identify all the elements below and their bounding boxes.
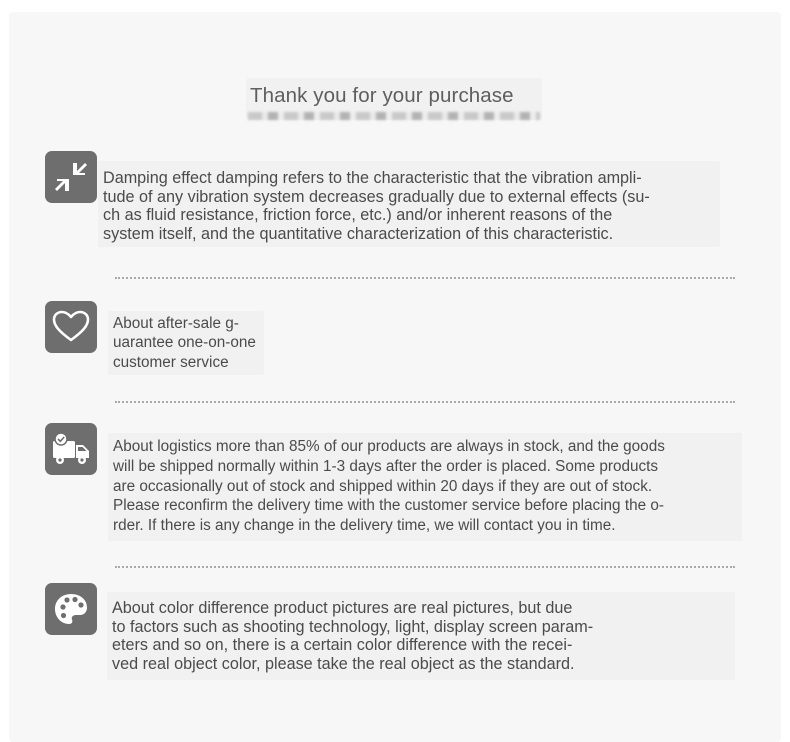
section-divider	[115, 401, 735, 403]
heart-icon	[45, 301, 97, 353]
section-divider	[115, 277, 735, 279]
logistics-paragraph: About logistics more than 85% of our products are always in stock, and the goods will be shipped normally within 1-3 days after the order is placed. Some products are occasionally out of stock and shipped within 20 days if they are out of stock. Please reconfirm the delivery time with the customer service before placing the o- rder. If there is any change in the delivery time, we will contact you in time.	[113, 438, 665, 535]
compress-arrows-icon	[45, 151, 97, 203]
page-title: Thank you for your purchase	[250, 84, 514, 107]
section-divider	[115, 566, 735, 568]
palette-icon	[45, 583, 97, 635]
color-difference-paragraph: About color difference product pictures are real pictures, but due to factors such as shooting technology, light, display screen param- eters and so on, there is a certain color difference with the recei- ved real object color, please take the real object as the standard.	[112, 599, 594, 673]
title-underline-decoration	[248, 112, 540, 120]
damping-paragraph: Damping effect damping refers to the characteristic that the vibration ampli- tude of any vibration system decreases gradually due to external effects (su- ch as fluid resistance, friction force, etc.) and/or inherent reasons of the system itself, and the quantitative characterization of this characteristic.	[103, 169, 650, 243]
after-sale-paragraph: About after-sale g- uarantee one-on-one customer service	[113, 315, 256, 371]
delivery-truck-icon	[45, 423, 97, 475]
